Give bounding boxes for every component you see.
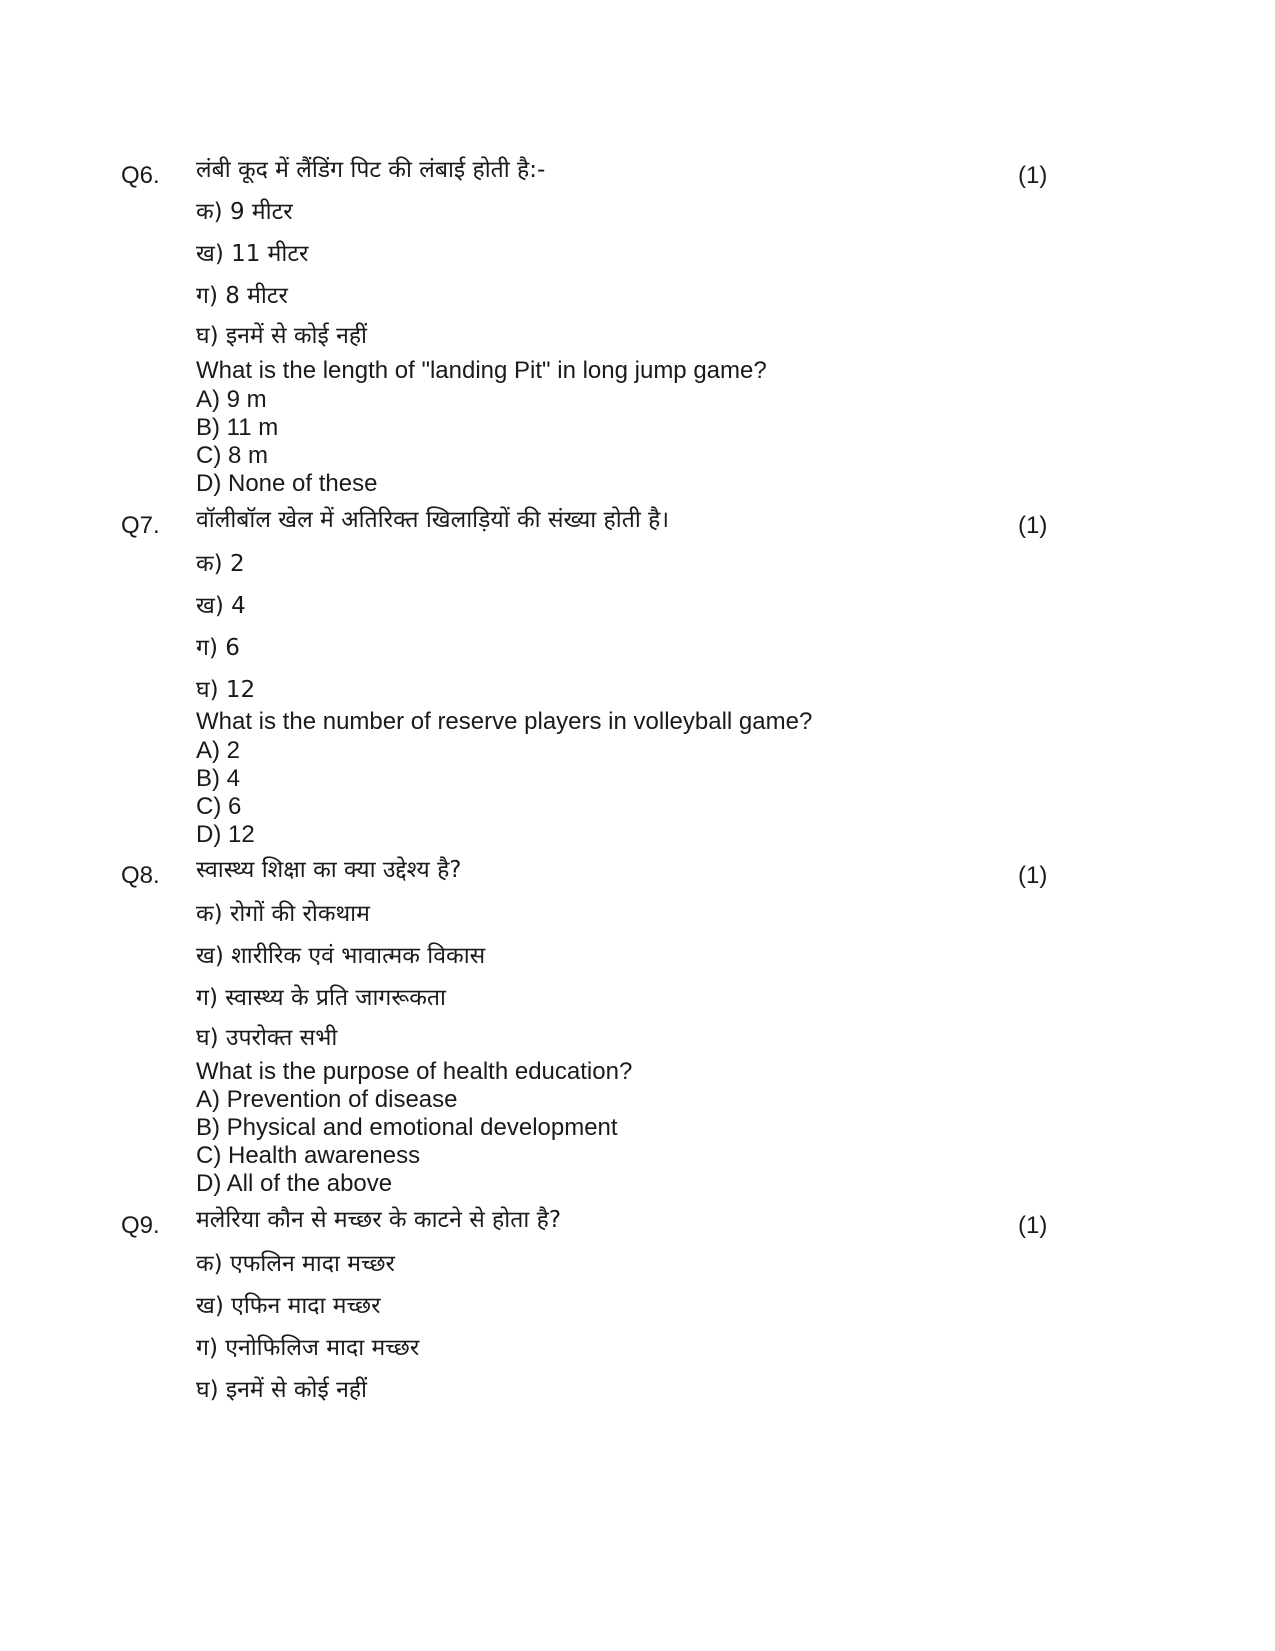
question-number: Q6. — [121, 162, 160, 189]
hindi-option: क) 2 — [196, 551, 245, 577]
hindi-question: मलेरिया कौन से मच्छर के काटने से होता है? — [196, 1207, 562, 1233]
hindi-option: घ) उपरोक्त सभी — [196, 1025, 338, 1051]
marks-label: (1) — [1018, 862, 1048, 889]
hindi-option: ख) 4 — [196, 593, 246, 619]
hindi-question: लंबी कूद में लैंडिंग पिट की लंबाई होती है:- — [196, 157, 546, 183]
english-question: What is the purpose of health education? — [196, 1058, 633, 1085]
question-number: Q8. — [121, 862, 160, 889]
english-option: B) 11 m — [196, 414, 279, 441]
hindi-option: ग) स्वास्थ्य के प्रति जागरूकता — [196, 985, 446, 1011]
english-option: A) 9 m — [196, 386, 267, 413]
english-option: C) Health awareness — [196, 1142, 421, 1169]
hindi-option: क) 9 मीटर — [196, 199, 293, 225]
hindi-option: घ) 12 — [196, 677, 256, 703]
hindi-option: ग) 6 — [196, 635, 240, 661]
marks-label: (1) — [1018, 162, 1048, 189]
hindi-option: ग) एनोफिलिज मादा मच्छर — [196, 1335, 420, 1361]
english-option: B) Physical and emotional development — [196, 1114, 618, 1141]
english-option: C) 6 — [196, 793, 242, 820]
hindi-option: घ) इनमें से कोई नहीं — [196, 323, 368, 349]
hindi-option: ग) 8 मीटर — [196, 283, 288, 309]
english-option: D) None of these — [196, 470, 378, 497]
hindi-question: स्वास्थ्य शिक्षा का क्या उद्देश्य है? — [196, 857, 462, 883]
question-number: Q9. — [121, 1212, 160, 1239]
english-option: D) All of the above — [196, 1170, 393, 1197]
english-option: B) 4 — [196, 765, 241, 792]
question-number: Q7. — [121, 512, 160, 539]
hindi-option: ख) 11 मीटर — [196, 241, 309, 267]
english-option: D) 12 — [196, 821, 255, 848]
hindi-option: क) रोगों की रोकथाम — [196, 901, 370, 927]
hindi-question: वॉलीबॉल खेल में अतिरिक्त खिलाड़ियों की संख्या होती है। — [196, 507, 670, 533]
english-question: What is the length of "landing Pit" in long jump game? — [196, 357, 767, 384]
english-option: A) Prevention of disease — [196, 1086, 458, 1113]
english-option: C) 8 m — [196, 442, 268, 469]
hindi-option: घ) इनमें से कोई नहीं — [196, 1377, 368, 1403]
english-option: A) 2 — [196, 737, 241, 764]
english-question: What is the number of reserve players in volleyball game? — [196, 708, 813, 735]
hindi-option: ख) शारीरिक एवं भावात्मक विकास — [196, 943, 486, 969]
hindi-option: ख) एफिन मादा मच्छर — [196, 1293, 381, 1319]
marks-label: (1) — [1018, 1212, 1048, 1239]
hindi-option: क) एफलिन मादा मच्छर — [196, 1251, 395, 1277]
marks-label: (1) — [1018, 512, 1048, 539]
